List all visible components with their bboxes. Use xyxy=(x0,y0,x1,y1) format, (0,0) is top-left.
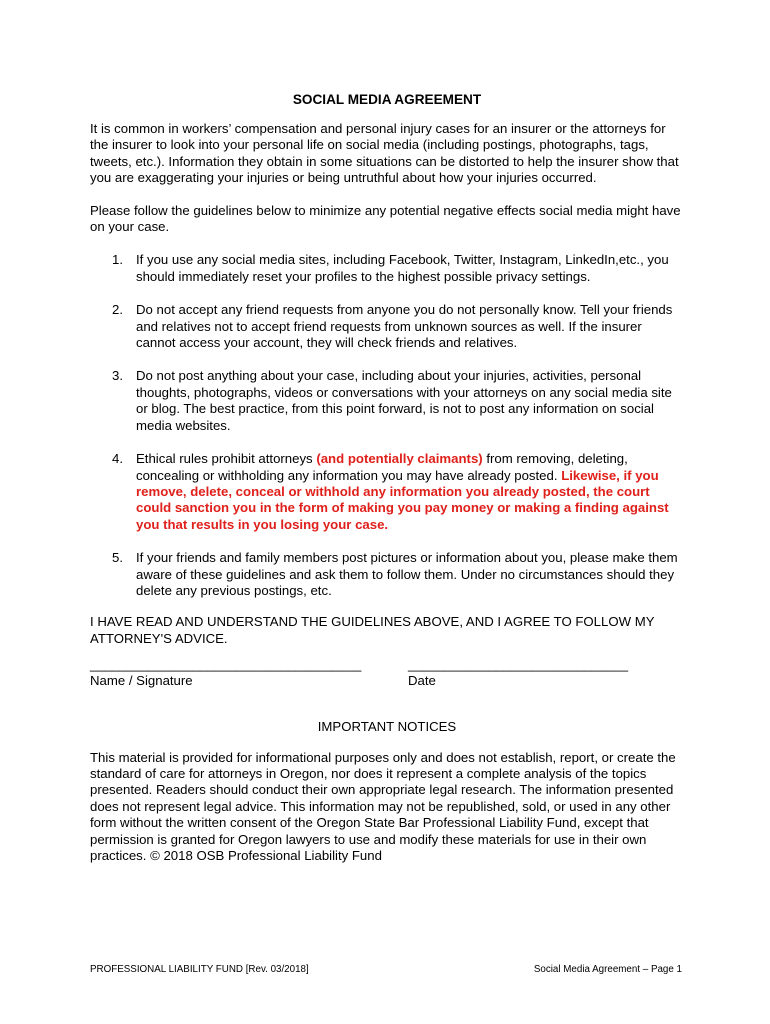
guideline-item-3 xyxy=(90,368,684,434)
guideline-item-1 xyxy=(90,252,684,285)
item-text-part-b: from removing, deleting, concealing or withholding any information you may have already posted. xyxy=(136,451,628,483)
name-signature-label: Name / Signature xyxy=(90,673,193,689)
item-text-part-a: Ethical rules prohibit attorneys xyxy=(136,451,317,467)
signature-block xyxy=(90,657,684,701)
emphasis-claimants: (and potentially claimants) xyxy=(316,451,483,467)
item-number: 2. xyxy=(112,302,123,318)
guideline-item-5 xyxy=(90,550,684,599)
notices-heading: IMPORTANT NOTICES xyxy=(317,719,457,735)
item-number: 5. xyxy=(112,550,123,566)
guidelines-list xyxy=(90,252,684,599)
intro-paragraph: It is common in workers’ compensation and personal injury cases for an insurer or the attorneys for the insurer to look into your personal life on social media (including postings, photographs, tags, tweets, etc.). Information they obtain in some situations can be distorted to help the insurer show that you are exaggerating your injuries or being untruthful about how your injuries occurred. xyxy=(90,121,679,186)
document-page xyxy=(90,92,684,864)
item-text: Do not accept any friend requests from anyone you do not personally know. Tell your friends and relatives not to accept friend requests from unknown sources as well. If the insurer cannot access your account, they will check friends and relatives. xyxy=(136,302,673,351)
date-line[interactable]: ______________________________ xyxy=(408,657,629,673)
name-signature-line[interactable]: _____________________________________ xyxy=(90,657,362,673)
item-text: If your friends and family members post pictures or information about you, please make them aware of these guidelines and ask them to follow them. Under no circumstances should they delete any previous postings, etc. xyxy=(136,550,678,598)
item-number: 1. xyxy=(112,252,123,268)
emphasis-sanction-warning: Likewise, if you remove, delete, conceal or withhold any information you already posted, the court could sanction you in the form of making you pay money or making a finding against you that results in you losing your case. xyxy=(136,467,669,532)
footer-left: PROFESSIONAL LIABILITY FUND [Rev. 03/2018] xyxy=(90,964,309,975)
date-label: Date xyxy=(408,673,436,689)
agreement-statement: I HAVE READ AND UNDERSTAND THE GUIDELINES ABOVE, AND I AGREE TO FOLLOW MY ATTORNEY'S ADVICE. xyxy=(90,614,655,646)
footer-page-number: Social Media Agreement – Page 1 xyxy=(533,964,682,975)
guideline-item-2 xyxy=(90,302,684,351)
item-number: 4. xyxy=(112,451,123,467)
item-text: Do not post anything about your case, including about your injuries, activities, personal thoughts, photographs, videos or conversations with your attorneys on any social media site or blog. The best practice, from this point forward, is not to post any information on social media websites. xyxy=(136,368,672,433)
item-text: If you use any social media sites, including Facebook, Twitter, Instagram, LinkedIn,etc., you should immediately reset your profiles to the highest possible privacy settings. xyxy=(136,252,669,284)
guideline-item-4 xyxy=(90,451,684,533)
guidelines-intro: Please follow the guidelines below to minimize any potential negative effects social media might have on your case. xyxy=(90,202,681,235)
notices-paragraph: This material is provided for informational purposes only and does not establish, report, or create the standard of care for attorneys in Oregon, nor does it represent a complete analysis of the topics presented. Readers should conduct their own appropriate legal research. The information presented does not represent legal advice. This information may not be republished, sold, or used in any other form without the written consent of the Oregon State Bar Professional Liability Fund, except that permission is granted for Oregon lawyers to use and modify these materials for use in their own practices. © 2018 OSB Professional Liability Fund xyxy=(90,749,676,863)
item-number: 3. xyxy=(112,368,123,384)
document-title: SOCIAL MEDIA AGREEMENT xyxy=(292,92,482,107)
